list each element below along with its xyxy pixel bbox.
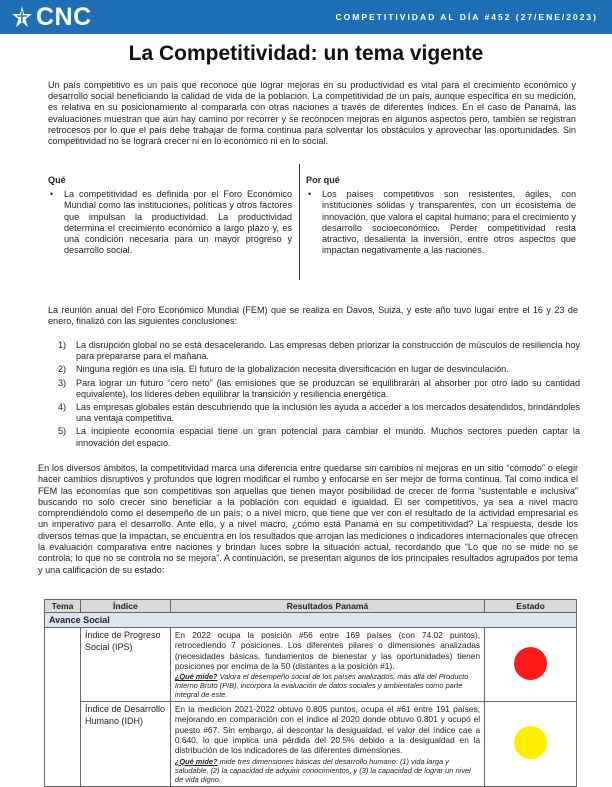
result-note xyxy=(175,672,480,699)
list-number: 1) xyxy=(58,340,67,350)
list-text: La disrupción global no se está desacelerando. Las empresas deben priorizar la construcción de músculos de resiliencia hoy para prepararse para el mañana. xyxy=(76,340,580,362)
table-header-row xyxy=(45,600,577,613)
porque-heading: Por qué xyxy=(306,175,340,185)
index-cell: Índice de Progreso Social (IPS) xyxy=(80,628,170,702)
conclusions-list xyxy=(58,340,580,451)
note-text: mide tres dimensiones básicas del desarrollo humano: (1) vida larga y saludable, (2) la capacidad de adquirir conocimientos, y (3) la capacidad de lograr un nivel de vida digno. xyxy=(174,756,471,784)
note-label: ¿Qué mide? xyxy=(174,672,218,682)
table-row xyxy=(45,628,577,702)
tema-cell xyxy=(45,702,81,786)
fem-intro-paragraph: La reunión anual del Foro Económico Mundial (FEM) que se realiza en Davos, Suiza, y este año tuvo lugar entre el 16 y 23 de enero, finalizó con las siguientes conclusiones: xyxy=(48,305,578,327)
header-estado: Estado xyxy=(485,600,577,613)
list-item xyxy=(58,378,580,400)
list-number: 5) xyxy=(58,426,67,437)
porque-bullet: • Los países competitivos son resistentes, ágiles, con instituciones sólidas y transparentes, con un ecosistema de innovación, que valora el capital humano; para el crecimiento y desarrollo socioeconómico. Perder competitividad resta atractivo, desalienta la inversión, entre otros aspectos que impactan negativamente a las naciones. xyxy=(306,189,576,256)
table-row xyxy=(45,702,577,786)
que-heading: Qué xyxy=(48,175,66,185)
result-text: En la medicion 2021-2022 obtuvo 0.805 puntos, ocupa el #61 entre 191 países, mejorando en comparación con el índice al 2020 donde obtuvo 0.801 y ocupó el puesto #67. Sin embargo, al descontar la desigualdad, el valor del índice cae a 0.640, lo que implica una pérdida del 20.5% debido a la desigualdad en la distribución de los indicadores de las diferentes dimensiones. xyxy=(174,704,481,756)
column-divider xyxy=(299,164,300,280)
note-text: Valora el desempeño social de los países analizados, más allá del Producto Interno Bruto (PIB), incorpora la evaluación de datos sociales y ambientales como parte integral de este. xyxy=(174,672,469,700)
logo-text: CNC xyxy=(36,2,92,31)
list-text: La incipiente economía espacial tiene un gran potencial para cambiar el mundo. Muchos sectores pueden captar la innovación del espacio. xyxy=(76,426,580,448)
index-cell: Índice de Desarrollo Humano (IDH) xyxy=(80,702,170,786)
status-red-dot xyxy=(514,647,547,680)
section-label: Avance Social xyxy=(45,613,577,628)
results-table xyxy=(44,599,577,787)
list-number: 3) xyxy=(58,377,67,388)
list-item xyxy=(58,340,580,362)
porque-column xyxy=(306,175,576,256)
list-text: Las empresas globales están descubriendo que la inclusión les ayuda a acceder a los mercados desatendidos, brindándoles una ventaja competitiva. xyxy=(76,402,580,424)
list-text: Para lograr un futuro “cero neto” (las emisiones que se produzcan se equilibrarán al absorber por otro lado su cantidad equivalente), los líderes deben equilibrar la transición y resiliencia energética. xyxy=(76,377,580,399)
que-column xyxy=(48,175,292,256)
status-yellow-dot xyxy=(514,726,547,759)
body-paragraph: En los diversos ámbitos, la competitividad marca una diferencia entre quedarse sin cambios ni mejoras en un sitio “cómodo” o elegir hacer cambios disruptivos y profundos que logren modificar el rumbo y enfocarse en ser mejor de forma continua. Tal como indica el FEM las economías que son competitivas son aquellas que tienen mayor posibilidad de crecer de forma “sustentable e inclusiva” buscando no solo crecer sino beneficiar a la población con equidad e igualdad. El ser competitivos, ya sea a nivel macro comprendiéndolo como el desempeño de un país; o a nivel micro, que tiene que ver con el resultado de la actividad empresarial es un imperativo para el desarrollo. Ante ello, y a nivel macro, ¿cómo está Panamá en su competitividad? La respuesta, desde los diversos temas que la impactan, se encuentra en los resultados que arrojan las mediciones o indicadores internacionales que ofrecen la evaluación comparativa entre naciones y brindan luces sobre la situación actual, recordando que “Lo que no se mide no se controla; lo que no se controla no se mejora”. A continuación, se presentan algunos de los principales resultados agrupados por tema y una calificación de su estado: xyxy=(38,463,578,575)
page-title: La Competitividad: un tema vigente xyxy=(128,42,484,65)
list-number: 4) xyxy=(58,402,67,413)
que-bullet: • La competitividad es definida por el Foro Económico Mundial como las instituciones, políticas y otros factores que impulsan la productividad. La productividad determina el crecimiento económico a largo plazo y, es una condición necesaria para un mayor progreso y desarrollo social. xyxy=(48,189,292,256)
list-item xyxy=(58,426,580,448)
header-tema: Tema xyxy=(45,600,81,613)
status-cell xyxy=(485,628,577,702)
issue-label: COMPETITIVIDAD AL DÍA #452 (27/ENE/2023) xyxy=(335,12,598,22)
section-row xyxy=(45,613,577,628)
result-cell xyxy=(170,628,484,702)
list-number: 2) xyxy=(58,364,67,375)
cnc-logo[interactable] xyxy=(10,3,92,31)
note-label: ¿Qué mide? xyxy=(174,756,218,766)
cnc-emblem-icon xyxy=(10,5,34,29)
result-cell xyxy=(170,702,484,786)
status-cell xyxy=(485,702,577,786)
tema-cell xyxy=(45,628,81,702)
header-resultados: Resultados Panamá xyxy=(170,600,484,613)
header-indice: Índice xyxy=(80,600,170,613)
list-text: Ninguna región es una isla. El futuro de la globalización necesita diversificación en lugar de desvinculación. xyxy=(76,364,509,375)
list-item xyxy=(58,402,580,424)
result-text: En 2022 ocupa la posición #56 entre 169 países (con 74.02 puntos), retrocediendo 7 posiciones. Los diferentes pilares o dimensiones analizadas (necesidades básicas, fundamentos de bienestar y las oportunidades) tienen posiciones por encima de la 50 (distantes a la posición #1). xyxy=(174,630,481,671)
result-note xyxy=(175,757,480,784)
list-item xyxy=(58,364,580,375)
header-banner xyxy=(0,0,612,34)
intro-paragraph: Un país competitivo es un país que reconoce que lograr mejoras en su productividad es vital para el crecimiento económico y desarrollo social beneficiando la calidad de vida de la población. La competitividad de un país, aunque específica en su medición, es relativa en su posicionamiento al compararla con otras naciones a través de diferentes índices. En el caso de Panamá, las evaluaciones muestran que aún hay camino por recorrer y se reconocen mejoras en algunos aspectos pero, también se registran retrocesos por lo que el país debe trabajar de forma continua para solventar los obstáculos y aprovechar las oportunidades. Sin competitividad no se logrará crecer ni en lo económico ni en lo social. xyxy=(48,80,576,147)
